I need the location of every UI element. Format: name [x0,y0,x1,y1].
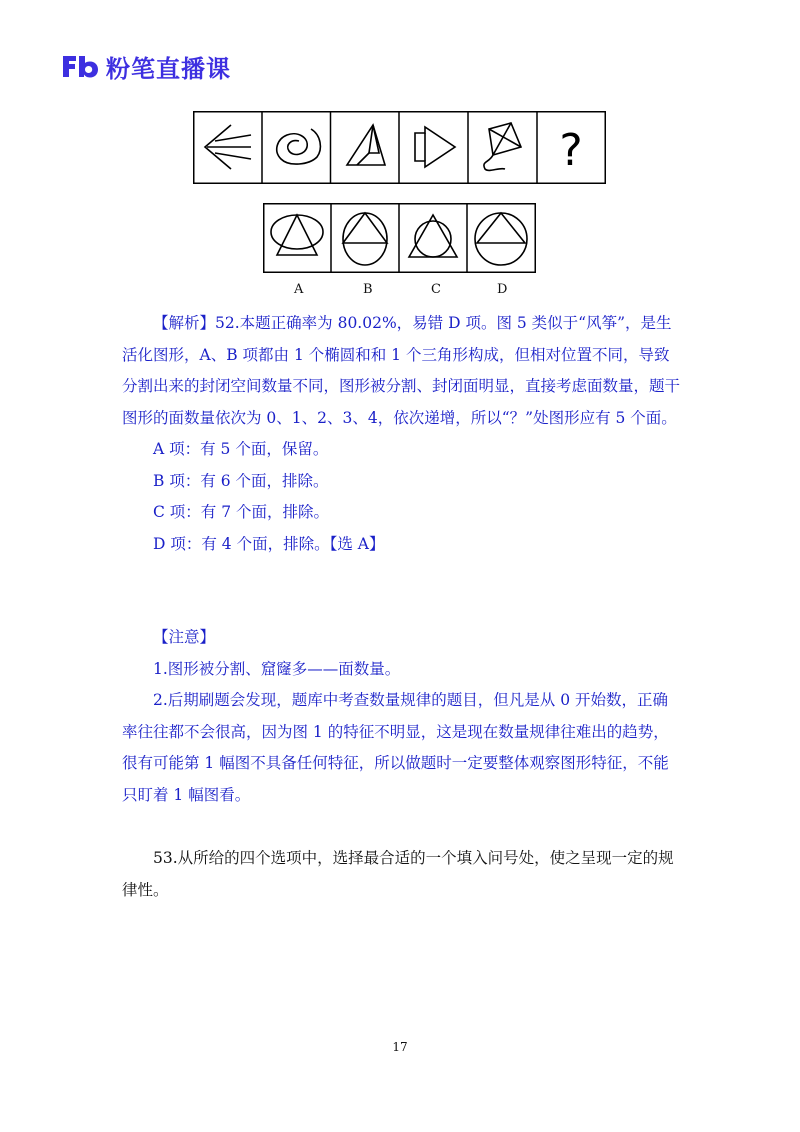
note-item-1: 1.图形被分割、窟窿多——面数量。 [153,659,401,678]
analysis-option-a: A 项：有 5 个面，保留。 [153,440,329,458]
answer-options-row [263,203,536,273]
note-item-2: 2.后期刷题会发现，题库中考查数量规律的题目，但凡是从 0 开始数，正确率往往都不会很高，因为图 1 的特征不明显，这是现在数量规律往难出的趋势，很有可能第 1 幅图不具备任何特征，所以做题时一定要整体观察图形特征，不能只盯着 1 幅图看。 [122,691,669,804]
question-53-text: 53.从所给的四个选项中，选择最合适的一个填入问号处，使之呈现一定的规律性。 [122,849,674,899]
option-c-figure [409,215,457,257]
option-d-figure [475,213,527,265]
option-label-a: A [294,282,304,297]
brand-logo [60,50,231,82]
analysis-section [122,308,682,560]
analysis-option-d: D 项：有 4 个面，排除。【选 A】 [153,534,385,553]
option-label-c: C [431,282,441,297]
analysis-option-b: B 项：有 6 个面，排除。 [153,471,329,490]
question-mark: ? [559,125,583,176]
question-53 [122,843,682,906]
option-label-b: B [363,282,373,297]
figure-3-triangle [347,125,385,165]
figure-5-kite [484,123,521,170]
puzzle-figure-row [193,111,606,184]
note-section [122,622,682,811]
page-number: 17 [392,1040,408,1054]
note-title: 【注意】 [153,628,216,646]
figure-1-arrow [205,125,251,169]
analysis-option-c: C 项：有 7 个面，排除。 [153,503,330,521]
brand-name: 粉笔直播课 [106,54,231,83]
figure-4-speaker [415,127,455,167]
figure-2-spiral [277,129,321,164]
option-label-d: D [497,282,508,297]
option-a-figure [271,215,323,255]
fenbi-logo-icon [60,52,100,80]
analysis-paragraph: 【解析】52.本题正确率为 80.02%，易错 D 项。图 5 类似于“风筝”，是生活化图形，A、B 项都由 1 个椭圆和和 1 个三角形构成，但相对位置不同，导致分割出来的封闭空间数量不同，图形被分割、封闭面明显，直接考虑面数量，题干图形的面数量依次为 0、1、2、3、4，依次递增，所以“？”处图形应有 5 个面。 [122,314,681,427]
option-b-figure [343,213,387,265]
